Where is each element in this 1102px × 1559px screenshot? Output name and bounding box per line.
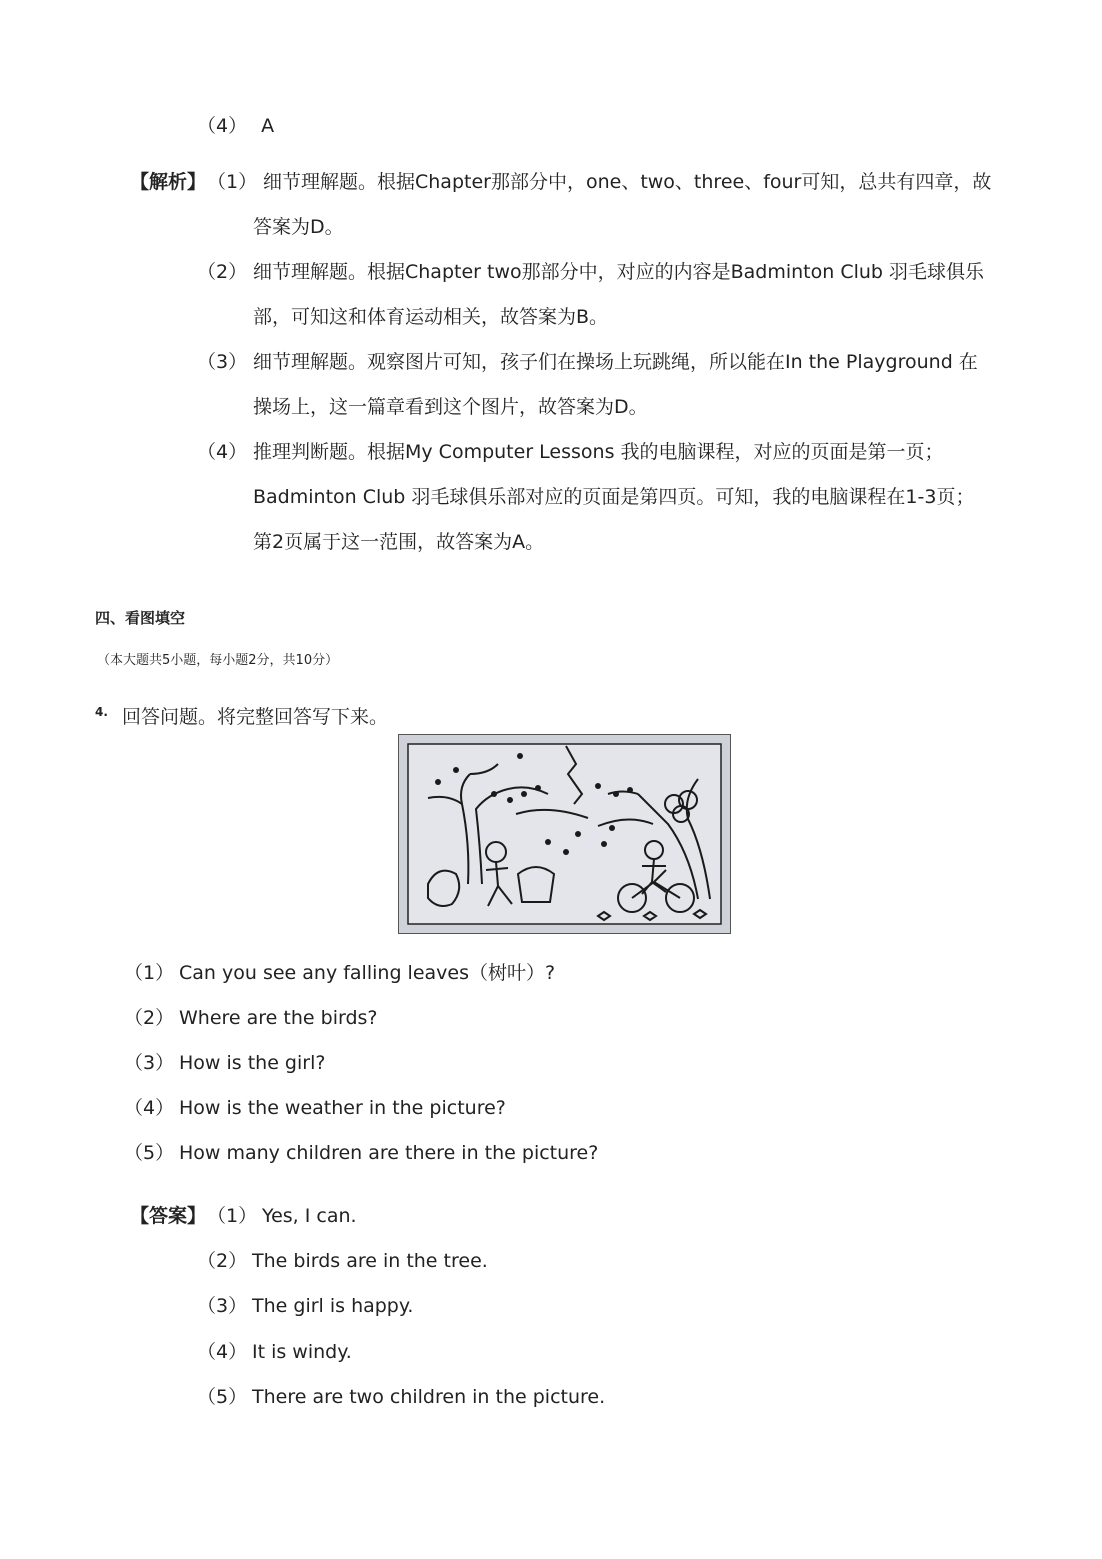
analysis-item-4-line-1: 推理判断题。根据My Computer Lessons 我的电脑课程，对应的页面是第一页； <box>253 441 944 463</box>
analysis-item-4-number: （4） <box>197 441 248 463</box>
answer-item-2-text: The birds are in the tree. <box>252 1250 488 1272</box>
analysis-item-1-line-2: 答案为D。 <box>253 216 344 238</box>
analysis-item-2-line-2: 部，可知这和体育运动相关，故答案为B。 <box>253 306 609 328</box>
section-note: （本大题共5小题，每小题2分，共10分） <box>97 653 339 668</box>
top-answer-number: （4） <box>197 115 248 137</box>
question-item-3-text: How is the girl? <box>179 1052 326 1074</box>
analysis-item-4-line-2: Badminton Club 羽毛球俱乐部对应的页面是第四页。可知，我的电脑课程在1-3页； <box>253 486 975 508</box>
answer-item-5-text: There are two children in the picture. <box>252 1386 606 1408</box>
analysis-tag: 【解析】 <box>130 171 207 193</box>
analysis-item-2-number: （2） <box>197 261 248 283</box>
question-item-2-number: （2） <box>124 1007 175 1029</box>
question-item-3-number: （3） <box>124 1052 175 1074</box>
answer-item-3-text: The girl is happy. <box>252 1295 414 1317</box>
answer-item-4-text: It is windy. <box>252 1341 352 1363</box>
park-scene-picture <box>398 734 731 934</box>
analysis-item-1-line-1: 细节理解题。根据Chapter那部分中，one、two、three、four可知，总共有四章，故 <box>263 171 992 193</box>
analysis-item-2-line-1: 细节理解题。根据Chapter two那部分中，对应的内容是Badminton Club 羽毛球俱乐 <box>253 261 985 283</box>
question-item-5-text: How many children are there in the picture? <box>179 1142 599 1164</box>
question-header <box>95 699 388 730</box>
answer-item-4-number: （4） <box>197 1341 248 1363</box>
question-item-4-number: （4） <box>124 1097 175 1119</box>
answer-item-1-text: Yes, I can. <box>262 1205 357 1227</box>
top-answer-text: A <box>261 115 275 137</box>
answer-item-5-number: （5） <box>197 1386 248 1408</box>
question-item-4-text: How is the weather in the picture? <box>179 1097 506 1119</box>
answer-tag: 【答案】 <box>130 1205 207 1227</box>
top-answer-line <box>197 113 274 139</box>
section-title: 四、看图填空 <box>95 609 186 627</box>
question-item-5-number: （5） <box>124 1142 175 1164</box>
analysis-item-3-line-1: 细节理解题。观察图片可知，孩子们在操场上玩跳绳，所以能在In the Playground 在 <box>253 351 978 373</box>
answer-item-1-number: （1） <box>207 1205 258 1227</box>
analysis-item-3-number: （3） <box>197 351 248 373</box>
answer-item-2-number: （2） <box>197 1250 248 1272</box>
question-item-1-number: （1） <box>124 962 175 984</box>
question-prompt: 回答问题。将完整回答写下来。 <box>121 706 388 729</box>
analysis-item-3-line-2: 操场上，这一篇章看到这个图片，故答案为D。 <box>253 396 648 418</box>
answer-item-3-number: （3） <box>197 1295 248 1317</box>
analysis-item-1-number: （1） <box>207 171 258 193</box>
question-number: 4. <box>95 705 108 719</box>
analysis-item-4-line-3: 第2页属于这一范围，故答案为A。 <box>253 531 545 553</box>
question-item-1-text: Can you see any falling leaves（树叶）? <box>179 962 556 984</box>
question-item-2-text: Where are the birds? <box>179 1007 378 1029</box>
